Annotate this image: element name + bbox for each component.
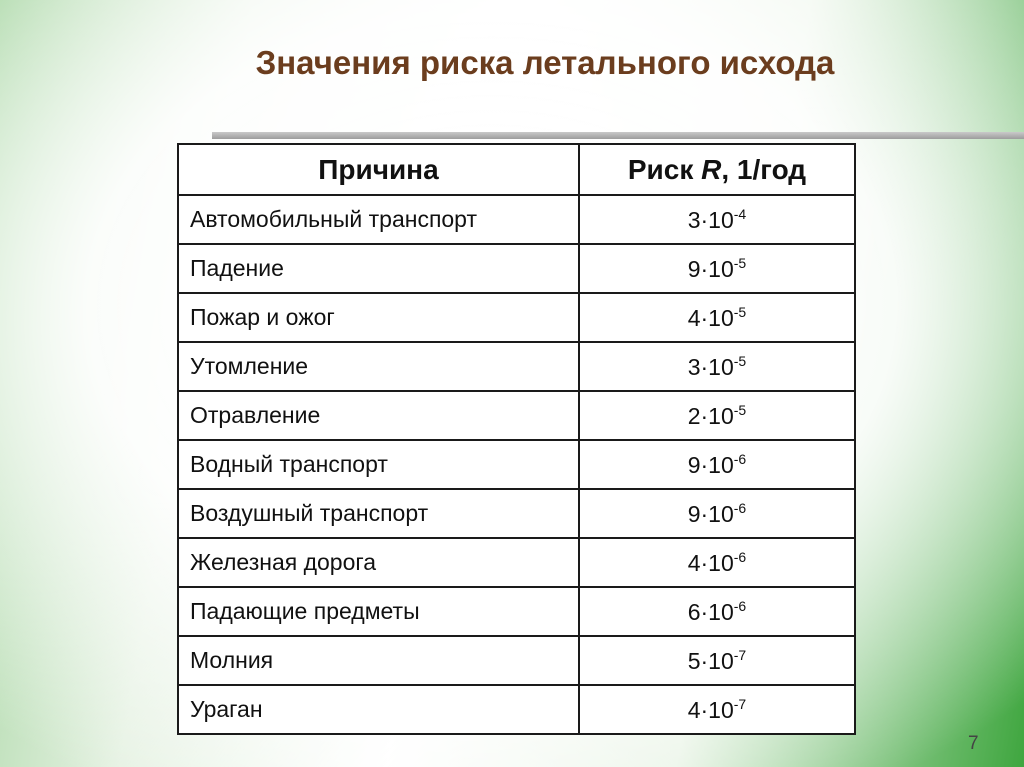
title-divider <box>212 132 1024 139</box>
risk-cell <box>579 195 855 244</box>
table-row <box>178 244 855 293</box>
risk-exponent: -5 <box>733 254 747 271</box>
risk-cell <box>579 342 855 391</box>
risk-cell <box>579 587 855 636</box>
risk-exponent: -6 <box>733 597 747 614</box>
table-row <box>178 538 855 587</box>
risk-cell <box>579 685 855 734</box>
table-row <box>178 685 855 734</box>
risk-cell <box>579 440 855 489</box>
risk-mantissa: 5·10 <box>687 647 734 674</box>
cause-cell: Водный транспорт <box>178 440 579 489</box>
risk-exponent: -7 <box>733 646 747 663</box>
risk-mantissa: 2·10 <box>687 402 734 429</box>
cause-cell: Пожар и ожог <box>178 293 579 342</box>
risk-exponent: -5 <box>733 303 747 320</box>
cause-cell: Железная дорога <box>178 538 579 587</box>
risk-mantissa: 4·10 <box>687 304 734 331</box>
header-risk-symbol: R <box>701 153 722 185</box>
risk-cell <box>579 293 855 342</box>
risk-table <box>177 143 856 735</box>
risk-exponent: -4 <box>733 205 747 222</box>
table-header-row <box>178 144 855 195</box>
risk-cell <box>579 538 855 587</box>
risk-exponent: -5 <box>733 401 747 418</box>
cause-cell: Автомобильный транспорт <box>178 195 579 244</box>
header-risk <box>579 144 855 195</box>
risk-mantissa: 3·10 <box>687 353 734 380</box>
table-row <box>178 195 855 244</box>
header-cause: Причина <box>178 144 579 195</box>
risk-mantissa: 4·10 <box>687 696 734 723</box>
cause-cell: Утомление <box>178 342 579 391</box>
risk-cell <box>579 636 855 685</box>
risk-cell <box>579 489 855 538</box>
risk-cell <box>579 244 855 293</box>
table-row <box>178 440 855 489</box>
header-risk-unit: , 1/год <box>721 153 807 185</box>
table-row <box>178 587 855 636</box>
risk-exponent: -6 <box>733 499 747 516</box>
cause-cell: Воздушный транспорт <box>178 489 579 538</box>
table-row <box>178 293 855 342</box>
risk-exponent: -6 <box>733 450 747 467</box>
risk-exponent: -6 <box>733 548 747 565</box>
risk-mantissa: 3·10 <box>687 206 734 233</box>
risk-mantissa: 9·10 <box>687 451 734 478</box>
risk-mantissa: 4·10 <box>687 549 734 576</box>
table-row <box>178 489 855 538</box>
risk-exponent: -7 <box>733 695 747 712</box>
cause-cell: Падение <box>178 244 579 293</box>
cause-cell: Молния <box>178 636 579 685</box>
cause-cell: Падающие предметы <box>178 587 579 636</box>
risk-mantissa: 9·10 <box>687 255 734 282</box>
cause-cell: Ураган <box>178 685 579 734</box>
table-row <box>178 342 855 391</box>
table-row <box>178 391 855 440</box>
risk-exponent: -5 <box>733 352 747 369</box>
risk-cell <box>579 391 855 440</box>
slide-title: Значения риска летального исхода <box>255 44 835 81</box>
cause-cell: Отравление <box>178 391 579 440</box>
header-risk-prefix: Риск <box>627 153 702 185</box>
risk-mantissa: 9·10 <box>687 500 734 527</box>
page-number: 7 <box>968 733 979 754</box>
table-row <box>178 636 855 685</box>
risk-mantissa: 6·10 <box>687 598 734 625</box>
